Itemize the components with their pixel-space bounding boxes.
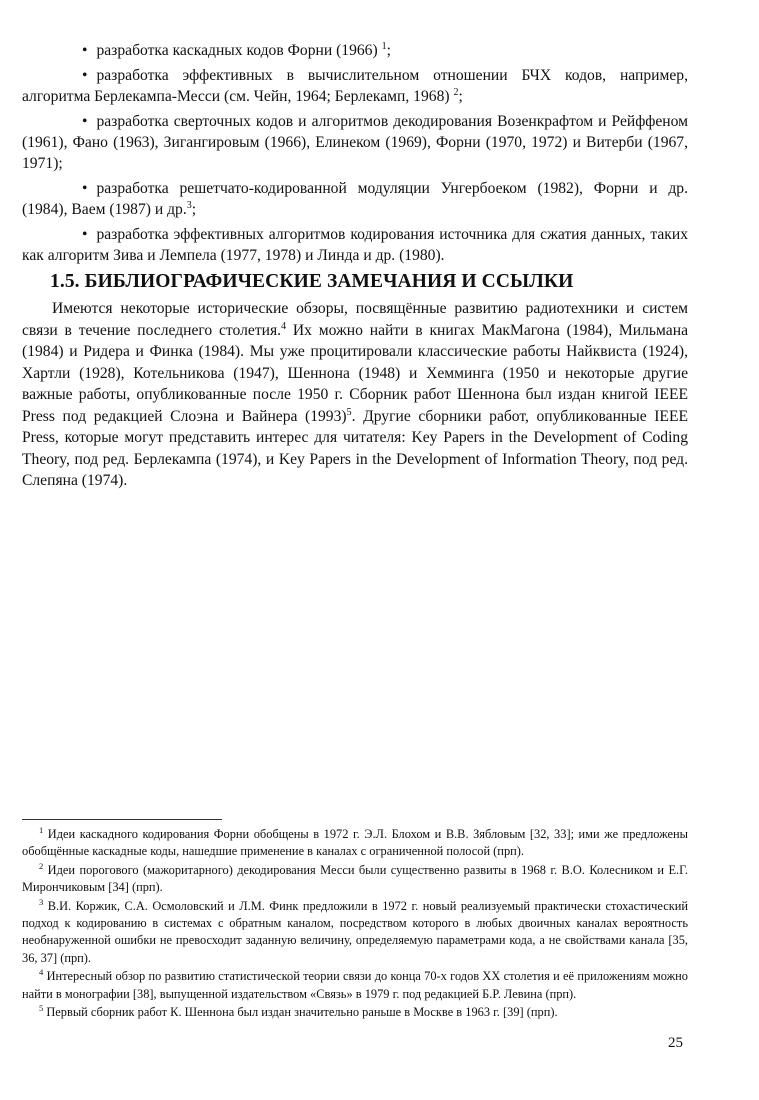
bullet-icon: • <box>82 67 88 84</box>
footnote: $^2$ Идеи порогового (мажоритарного) декодирования Месси были существенно развиты в 1968 г. В.О. Колесником и Е.Г. Мирончиковым [34] (прп). <box>22 860 688 895</box>
bullet-icon: • <box>82 113 88 130</box>
list-item: • разработка эффективных в вычислительном отношении БЧХ кодов, например, алгоритма Берлекампа-Месси (см. Чейн, 1964; Берлекамп, 1968) $^2$; <box>22 67 688 105</box>
footnote-ref: 4 <box>281 320 287 332</box>
footnote-divider <box>22 819 222 820</box>
list-item: • разработка сверточных кодов и алгоритмов декодирования Возенкрафтом и Рейффеном (1961), Фано (1963), Зигангировым (1966), Елинеком (1969), Форни (1970, 1972) и Витерби (1967, 1971); <box>22 113 688 172</box>
footnote: $^4$ Интересный обзор по развитию статистической теории связи до конца 70-х годов XX столетия и её приложениям можно найти в монографии [38], выпущенной издательством «Связь» в 1979 г. под редакцией Б.Р. Левина (прп). <box>22 967 688 1001</box>
list-item: • разработка каскадных кодов Форни (1966) $^1$; <box>22 40 688 61</box>
list-item: • разработка эффективных алгоритмов кодирования источника для сжатия данных, таких как алгоритм Зива и Лемпела (1977, 1978) и Линда и др. (1980). <box>22 226 688 264</box>
bullet-icon: • <box>82 226 88 243</box>
footnote-ref: 5 <box>346 406 352 418</box>
footnote: $^5$ Первый сборник работ К. Шеннона был издан значительно раньше в Москве в 1963 г. [39] (прп). <box>39 1002 558 1020</box>
bullet-icon: • <box>82 42 88 59</box>
footnote: $^3$ В.И. Коржик, С.А. Осмоловский и Л.М. Финк предложили в 1972 г. новый реализуемый практически стохастический подход к кодированию в системах с обратным каналом, посредством которого в любых двоичных каналах вероятность необнаруженной ошибки не превосходит заданную величину, определяемую параметрами кода, а не свойствами канала [35, 36, 37] (прп). <box>22 896 688 965</box>
footnote: $^1$ Идеи каскадного кодирования Форни обобщены в 1972 г. Э.Л. Блохом и В.В. Зябловым [32, 33]; ими же предложены обобщённые каскадные коды, нашедшие применение в каналах с ограниченной полосой (прп). <box>22 824 688 859</box>
bullet-icon: • <box>82 180 88 197</box>
footnotes <box>22 826 688 1022</box>
section-heading: 1.5. БИБЛИОГРАФИЧЕСКИЕ ЗАМЕЧАНИЯ И ССЫЛКИ <box>50 271 574 292</box>
body-paragraph: Имеются некоторые исторические обзоры, посвящённые развитию радиотехники и систем связи в течение последнего столетия.$^4$ Их можно найти в книгах МакМагона (1984), Мильмана (1984) и Ридера и Финка (1984). Мы уже процитировали классические работы Найквиста (1924), Хартли (1928), Котельникова (1947), Шеннона (1948) и Хемминга (1950 и некоторые другие важные работы, опубликованные после 1950 г. Сборник работ Шеннона был издан книгой IEEE Press под редакцией Слоэна и Вайнера $(1993)^5$. Другие сборники работ, опубликованные IEEE Press, которые могут представить интерес для читателя: Key Papers in the Development of Coding Theory, под ред. Берлекампа (1974), и Key Papers in the Development of Information Theory, под ред. Слепяна (1974). <box>22 300 688 489</box>
page-number: 25 <box>668 1035 683 1051</box>
list-item: • разработка решетчато-кодированной модуляции Унгербоеком (1982), Форни и др. (1984), Ваем (1987) и др.$^3$; <box>22 180 688 218</box>
bullet-list <box>22 40 688 270</box>
